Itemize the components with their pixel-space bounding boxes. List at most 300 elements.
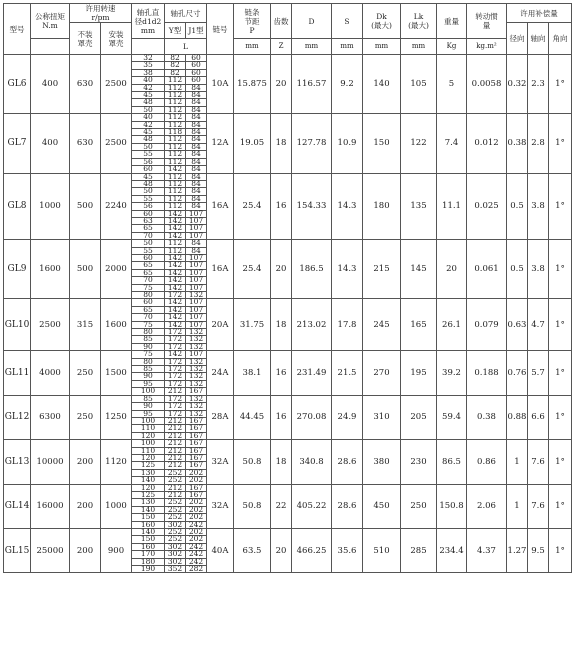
header-length-y: Y型 (165, 23, 186, 39)
cell-length-y: 212 (165, 454, 186, 461)
cell-radial: 1 (507, 440, 528, 484)
cell-length-j: 242 (186, 521, 207, 528)
cell-model: GL15 (4, 529, 31, 573)
cell-bore: 110 (132, 447, 165, 454)
cell-length-y: 212 (165, 447, 186, 454)
cell-bore: 90 (132, 403, 165, 410)
cell-length-j: 84 (186, 106, 207, 113)
cell-model: GL14 (4, 484, 31, 528)
cell-length-y: 112 (165, 136, 186, 143)
cell-weight: 234.4 (437, 529, 467, 573)
cell-s: 35.6 (332, 529, 363, 573)
cell-bore: 160 (132, 543, 165, 550)
cell-bore: 35 (132, 62, 165, 69)
unit-inertia: kg.m² (467, 39, 507, 55)
cell-dk: 140 (363, 55, 401, 114)
cell-length-j: 202 (186, 477, 207, 484)
cell-bore: 95 (132, 380, 165, 387)
cell-length-y: 172 (165, 395, 186, 402)
cell-length-j: 84 (186, 240, 207, 247)
cell-length-j: 202 (186, 499, 207, 506)
cell-length-j: 202 (186, 529, 207, 536)
cell-bore: 150 (132, 514, 165, 521)
cell-bore: 38 (132, 69, 165, 76)
cell-speed-no-cover: 500 (70, 173, 101, 240)
cell-lk: 135 (401, 173, 437, 240)
cell-length-j: 84 (186, 121, 207, 128)
cell-length-j: 107 (186, 232, 207, 239)
cell-angular: 1° (549, 173, 572, 240)
cell-teeth: 20 (271, 55, 292, 114)
header-length-l: L (165, 39, 207, 55)
cell-length-y: 118 (165, 129, 186, 136)
cell-length-y: 112 (165, 99, 186, 106)
cell-chain: 28A (207, 395, 234, 439)
cell-length-j: 132 (186, 410, 207, 417)
cell-length-y: 252 (165, 529, 186, 536)
cell-lk: 285 (401, 529, 437, 573)
cell-speed-no-cover: 200 (70, 440, 101, 484)
cell-weight: 11.1 (437, 173, 467, 240)
cell-length-j: 107 (186, 306, 207, 313)
cell-bore: 50 (132, 143, 165, 150)
cell-angular: 1° (549, 529, 572, 573)
cell-torque: 4000 (31, 351, 70, 395)
cell-torque: 2500 (31, 299, 70, 351)
cell-bore: 140 (132, 529, 165, 536)
cell-length-j: 167 (186, 462, 207, 469)
cell-length-y: 142 (165, 284, 186, 291)
cell-chain: 32A (207, 484, 234, 528)
cell-axial: 2.8 (528, 114, 549, 173)
cell-length-y: 112 (165, 158, 186, 165)
cell-bore: 75 (132, 284, 165, 291)
cell-speed-cover: 1600 (101, 299, 132, 351)
cell-inertia: 0.079 (467, 299, 507, 351)
cell-bore: 85 (132, 336, 165, 343)
cell-length-y: 112 (165, 247, 186, 254)
cell-pitch: 50.8 (234, 440, 271, 484)
unit-s: mm (332, 39, 363, 55)
cell-length-j: 84 (186, 247, 207, 254)
cell-d: 270.08 (292, 395, 332, 439)
cell-angular: 1° (549, 351, 572, 395)
cell-teeth: 22 (271, 484, 292, 528)
cell-speed-cover: 900 (101, 529, 132, 573)
cell-bore: 110 (132, 425, 165, 432)
cell-s: 28.6 (332, 440, 363, 484)
cell-lk: 250 (401, 484, 437, 528)
cell-d: 116.57 (292, 55, 332, 114)
cell-length-j: 84 (186, 114, 207, 121)
cell-chain: 16A (207, 173, 234, 240)
header-d: D (292, 4, 332, 39)
cell-bore: 55 (132, 247, 165, 254)
cell-length-y: 212 (165, 425, 186, 432)
header-teeth: 齿数 (271, 4, 292, 39)
cell-length-j: 282 (186, 566, 207, 573)
cell-bore: 120 (132, 454, 165, 461)
cell-length-y: 112 (165, 195, 186, 202)
cell-axial: 3.8 (528, 173, 549, 240)
cell-speed-cover: 1500 (101, 351, 132, 395)
cell-radial: 0.32 (507, 55, 528, 114)
header-dk: Dk (最大) (363, 4, 401, 39)
cell-bore: 65 (132, 225, 165, 232)
cell-length-y: 142 (165, 306, 186, 313)
cell-dk: 510 (363, 529, 401, 573)
cell-length-j: 60 (186, 62, 207, 69)
cell-bore: 90 (132, 343, 165, 350)
cell-length-j: 84 (186, 84, 207, 91)
cell-length-y: 112 (165, 84, 186, 91)
cell-inertia: 0.188 (467, 351, 507, 395)
cell-bore: 40 (132, 114, 165, 121)
cell-bore: 90 (132, 373, 165, 380)
cell-length-y: 252 (165, 477, 186, 484)
cell-length-j: 202 (186, 514, 207, 521)
cell-length-j: 84 (186, 180, 207, 187)
cell-torque: 400 (31, 55, 70, 114)
header-weight: 重量 (437, 4, 467, 39)
cell-pitch: 31.75 (234, 299, 271, 351)
cell-length-j: 107 (186, 314, 207, 321)
cell-length-j: 84 (186, 151, 207, 158)
cell-speed-cover: 2500 (101, 55, 132, 114)
cell-d: 213.02 (292, 299, 332, 351)
cell-length-j: 107 (186, 277, 207, 284)
cell-bore: 40 (132, 77, 165, 84)
cell-teeth: 20 (271, 240, 292, 299)
cell-bore: 45 (132, 92, 165, 99)
cell-length-y: 82 (165, 69, 186, 76)
cell-bore: 48 (132, 99, 165, 106)
cell-bore: 80 (132, 358, 165, 365)
cell-speed-cover: 2240 (101, 173, 132, 240)
cell-model: GL10 (4, 299, 31, 351)
cell-length-y: 252 (165, 514, 186, 521)
cell-length-j: 107 (186, 254, 207, 261)
cell-length-j: 84 (186, 129, 207, 136)
cell-radial: 1.27 (507, 529, 528, 573)
cell-length-j: 132 (186, 366, 207, 373)
cell-bore: 80 (132, 292, 165, 299)
table-row (4, 440, 572, 447)
cell-bore: 130 (132, 469, 165, 476)
header-inertia: 转动惯 量 (467, 4, 507, 39)
cell-torque: 1600 (31, 240, 70, 299)
cell-axial: 6.6 (528, 395, 549, 439)
cell-length-j: 84 (186, 188, 207, 195)
cell-torque: 10000 (31, 440, 70, 484)
cell-speed-cover: 1120 (101, 440, 132, 484)
unit-lk: mm (401, 39, 437, 55)
cell-length-y: 112 (165, 180, 186, 187)
cell-teeth: 18 (271, 299, 292, 351)
cell-s: 14.3 (332, 240, 363, 299)
cell-pitch: 25.4 (234, 240, 271, 299)
cell-angular: 1° (549, 114, 572, 173)
cell-length-j: 107 (186, 351, 207, 358)
header-speed-cover: 安装 罩壳 (101, 23, 132, 55)
cell-length-j: 84 (186, 203, 207, 210)
table-row (4, 351, 572, 358)
cell-model: GL12 (4, 395, 31, 439)
cell-pitch: 25.4 (234, 173, 271, 240)
cell-length-y: 142 (165, 232, 186, 239)
cell-speed-no-cover: 630 (70, 55, 101, 114)
cell-length-y: 252 (165, 506, 186, 513)
cell-angular: 1° (549, 240, 572, 299)
cell-torque: 16000 (31, 484, 70, 528)
header-bore: 轴孔直 径d1d2 mm (132, 4, 165, 39)
cell-axial: 5.7 (528, 351, 549, 395)
cell-bore: 48 (132, 136, 165, 143)
cell-weight: 39.2 (437, 351, 467, 395)
cell-s: 10.9 (332, 114, 363, 173)
cell-weight: 7.4 (437, 114, 467, 173)
cell-radial: 0.5 (507, 240, 528, 299)
cell-length-y: 112 (165, 240, 186, 247)
cell-bore: 85 (132, 366, 165, 373)
cell-weight: 20 (437, 240, 467, 299)
cell-length-y: 112 (165, 188, 186, 195)
cell-length-y: 212 (165, 388, 186, 395)
cell-length-y: 252 (165, 469, 186, 476)
cell-d: 154.33 (292, 173, 332, 240)
cell-model: GL11 (4, 351, 31, 395)
cell-length-y: 142 (165, 351, 186, 358)
cell-weight: 59.4 (437, 395, 467, 439)
cell-bore: 60 (132, 210, 165, 217)
cell-length-y: 172 (165, 358, 186, 365)
cell-bore: 70 (132, 232, 165, 239)
cell-bore: 140 (132, 477, 165, 484)
unit-pitch: mm (234, 39, 271, 55)
cell-length-y: 302 (165, 521, 186, 528)
cell-d: 231.49 (292, 351, 332, 395)
cell-pitch: 19.05 (234, 114, 271, 173)
cell-model: GL8 (4, 173, 31, 240)
cell-axial: 9.5 (528, 529, 549, 573)
coupling-spec-sheet (3, 3, 568, 574)
cell-chain: 32A (207, 440, 234, 484)
cell-length-j: 107 (186, 284, 207, 291)
spec-table (3, 3, 572, 573)
cell-bore: 56 (132, 203, 165, 210)
cell-length-j: 132 (186, 329, 207, 336)
cell-length-j: 132 (186, 380, 207, 387)
cell-speed-no-cover: 250 (70, 351, 101, 395)
cell-lk: 165 (401, 299, 437, 351)
cell-chain: 12A (207, 114, 234, 173)
header-model: 型号 (4, 4, 31, 55)
cell-length-y: 112 (165, 203, 186, 210)
cell-length-j: 84 (186, 173, 207, 180)
cell-speed-no-cover: 200 (70, 529, 101, 573)
cell-length-j: 167 (186, 447, 207, 454)
cell-length-j: 132 (186, 395, 207, 402)
unit-torque-empty (31, 39, 70, 55)
cell-bore: 180 (132, 558, 165, 565)
unit-d: mm (292, 39, 332, 55)
cell-bore: 125 (132, 462, 165, 469)
header-speed-no-cover: 不装 罩壳 (70, 23, 101, 55)
cell-length-j: 132 (186, 336, 207, 343)
cell-radial: 0.88 (507, 395, 528, 439)
cell-bore: 55 (132, 195, 165, 202)
cell-torque: 400 (31, 114, 70, 173)
cell-bore: 50 (132, 106, 165, 113)
cell-pitch: 50.8 (234, 484, 271, 528)
cell-inertia: 0.061 (467, 240, 507, 299)
cell-length-y: 212 (165, 432, 186, 439)
cell-bore: 100 (132, 388, 165, 395)
cell-axial: 2.3 (528, 55, 549, 114)
cell-bore: 65 (132, 262, 165, 269)
header-length-j: J1型 (186, 23, 207, 39)
cell-lk: 105 (401, 55, 437, 114)
cell-axial: 7.6 (528, 484, 549, 528)
cell-lk: 122 (401, 114, 437, 173)
cell-bore: 75 (132, 351, 165, 358)
cell-length-j: 167 (186, 440, 207, 447)
cell-length-j: 167 (186, 425, 207, 432)
cell-teeth: 18 (271, 440, 292, 484)
cell-inertia: 0.38 (467, 395, 507, 439)
cell-bore: 42 (132, 121, 165, 128)
cell-s: 17.8 (332, 299, 363, 351)
table-row (4, 395, 572, 402)
cell-length-y: 212 (165, 417, 186, 424)
cell-s: 21.5 (332, 351, 363, 395)
cell-chain: 20A (207, 299, 234, 351)
cell-length-y: 172 (165, 336, 186, 343)
cell-length-j: 60 (186, 69, 207, 76)
cell-bore: 60 (132, 299, 165, 306)
cell-bore: 190 (132, 566, 165, 573)
header-angular: 角向 (549, 23, 572, 55)
cell-length-j: 84 (186, 166, 207, 173)
header-chain: 链号 (207, 4, 234, 55)
cell-length-j: 60 (186, 55, 207, 62)
cell-torque: 25000 (31, 529, 70, 573)
table-row (4, 114, 572, 121)
spec-table-body (4, 55, 572, 573)
cell-bore: 85 (132, 395, 165, 402)
cell-speed-cover: 2000 (101, 240, 132, 299)
header-speed: 许用转速 r/pm (70, 4, 132, 23)
cell-bore: 130 (132, 499, 165, 506)
cell-pitch: 63.5 (234, 529, 271, 573)
cell-chain: 24A (207, 351, 234, 395)
cell-length-y: 142 (165, 166, 186, 173)
cell-length-y: 142 (165, 210, 186, 217)
cell-teeth: 16 (271, 351, 292, 395)
cell-length-j: 84 (186, 158, 207, 165)
cell-pitch: 15.875 (234, 55, 271, 114)
cell-torque: 1000 (31, 173, 70, 240)
cell-pitch: 38.1 (234, 351, 271, 395)
cell-inertia: 0.0058 (467, 55, 507, 114)
header-torque: 公称扭矩 N.m (31, 4, 70, 39)
cell-bore: 95 (132, 410, 165, 417)
cell-length-y: 212 (165, 491, 186, 498)
cell-length-j: 167 (186, 454, 207, 461)
cell-inertia: 0.012 (467, 114, 507, 173)
cell-weight: 5 (437, 55, 467, 114)
cell-length-j: 132 (186, 358, 207, 365)
cell-teeth: 18 (271, 114, 292, 173)
cell-length-y: 112 (165, 92, 186, 99)
cell-length-j: 202 (186, 469, 207, 476)
cell-length-y: 112 (165, 143, 186, 150)
cell-length-y: 142 (165, 277, 186, 284)
header-s: S (332, 4, 363, 39)
cell-d: 340.8 (292, 440, 332, 484)
table-row (4, 484, 572, 491)
cell-length-j: 107 (186, 210, 207, 217)
cell-chain: 10A (207, 55, 234, 114)
cell-length-y: 252 (165, 499, 186, 506)
cell-bore: 63 (132, 217, 165, 224)
cell-model: GL9 (4, 240, 31, 299)
cell-radial: 0.63 (507, 299, 528, 351)
cell-length-j: 167 (186, 388, 207, 395)
cell-length-j: 107 (186, 225, 207, 232)
cell-dk: 310 (363, 395, 401, 439)
header-axial: 轴向 (528, 23, 549, 55)
unit-teeth: Z (271, 39, 292, 55)
cell-length-j: 132 (186, 403, 207, 410)
cell-d: 466.25 (292, 529, 332, 573)
cell-bore: 70 (132, 314, 165, 321)
cell-bore: 32 (132, 55, 165, 62)
cell-radial: 0.5 (507, 173, 528, 240)
cell-length-j: 167 (186, 432, 207, 439)
cell-bore: 100 (132, 440, 165, 447)
cell-bore: 45 (132, 173, 165, 180)
cell-length-j: 84 (186, 99, 207, 106)
cell-length-y: 172 (165, 292, 186, 299)
cell-length-j: 242 (186, 551, 207, 558)
cell-dk: 215 (363, 240, 401, 299)
header-compensation: 许用补偿量 (507, 4, 572, 23)
cell-length-y: 112 (165, 106, 186, 113)
header-radial: 径向 (507, 23, 528, 55)
cell-length-j: 107 (186, 299, 207, 306)
cell-teeth: 16 (271, 173, 292, 240)
unit-weight: Kg (437, 39, 467, 55)
table-row (4, 240, 572, 247)
cell-length-j: 84 (186, 136, 207, 143)
cell-angular: 1° (549, 484, 572, 528)
cell-lk: 230 (401, 440, 437, 484)
cell-inertia: 0.025 (467, 173, 507, 240)
cell-length-j: 84 (186, 143, 207, 150)
cell-dk: 245 (363, 299, 401, 351)
cell-length-j: 167 (186, 417, 207, 424)
cell-dk: 380 (363, 440, 401, 484)
cell-radial: 0.38 (507, 114, 528, 173)
cell-length-y: 172 (165, 373, 186, 380)
cell-axial: 3.8 (528, 240, 549, 299)
cell-radial: 1 (507, 484, 528, 528)
cell-length-y: 112 (165, 121, 186, 128)
cell-length-y: 302 (165, 543, 186, 550)
cell-angular: 1° (549, 299, 572, 351)
cell-length-j: 167 (186, 491, 207, 498)
